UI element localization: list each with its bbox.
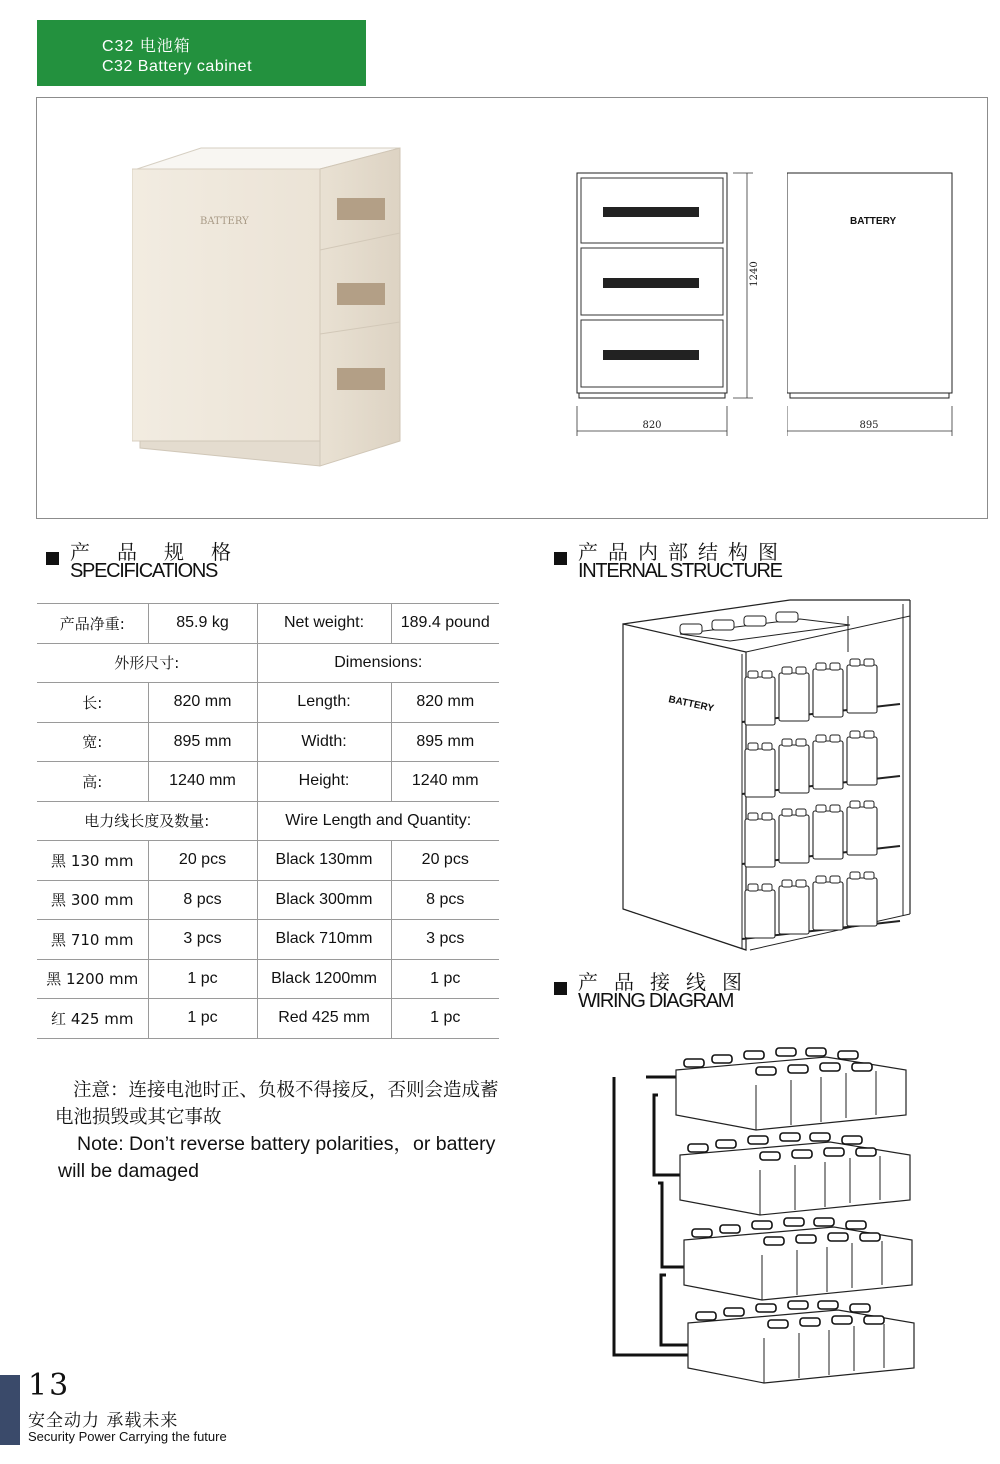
table-cell: 外形尺寸: bbox=[37, 643, 257, 683]
table-cell: 长: bbox=[37, 683, 148, 723]
table-row bbox=[37, 801, 499, 841]
table-cell: 高: bbox=[37, 762, 148, 802]
table-row bbox=[37, 604, 499, 644]
table-row bbox=[37, 920, 499, 960]
table-cell: 黑 300 mm bbox=[37, 880, 148, 920]
height-dimension: 1240 bbox=[749, 261, 760, 287]
table-cell: 黑 130 mm bbox=[37, 841, 148, 881]
table-cell: Black 710mm bbox=[257, 920, 391, 960]
table-cell: 20 pcs bbox=[148, 841, 257, 881]
table-cell: 20 pcs bbox=[391, 841, 499, 881]
table-cell: 189.4 pound bbox=[391, 604, 499, 644]
cabinet-photo-label: BATTERY bbox=[200, 216, 249, 227]
table-cell: 820 mm bbox=[148, 683, 257, 723]
specifications-heading-cn: 产品规格 bbox=[70, 540, 258, 564]
table-cell: 820 mm bbox=[391, 683, 499, 723]
table-cell: Red 425 mm bbox=[257, 999, 391, 1039]
table-cell: Black 130mm bbox=[257, 841, 391, 881]
table-cell: 产品净重: bbox=[37, 604, 148, 644]
internal-structure-heading-en: INTERNAL STRUCTURE bbox=[578, 560, 782, 582]
width-dimension: 820 bbox=[642, 420, 662, 431]
table-cell: 8 pcs bbox=[391, 880, 499, 920]
specifications-table bbox=[37, 603, 499, 1039]
bullet-square-icon bbox=[554, 552, 567, 565]
table-cell: 1240 mm bbox=[391, 762, 499, 802]
table-cell: Length: bbox=[257, 683, 391, 723]
table-cell: 895 mm bbox=[148, 722, 257, 762]
title-en: C32 Battery cabinet bbox=[102, 58, 253, 75]
table-row bbox=[37, 643, 499, 683]
depth-dimension: 895 bbox=[859, 420, 879, 431]
footer-slogan-cn: 安全动力 承载未来 bbox=[28, 1411, 179, 1431]
bullet-square-icon bbox=[46, 552, 59, 565]
internal-structure-heading-cn: 产品内部结构图 bbox=[578, 540, 788, 564]
table-cell: 红 425 mm bbox=[37, 999, 148, 1039]
footer-slogan-en: Security Power Carrying the future bbox=[28, 1429, 227, 1444]
table-cell: Black 1200mm bbox=[257, 959, 391, 999]
table-cell: 1240 mm bbox=[148, 762, 257, 802]
wiring-diagram-drawing bbox=[606, 1045, 916, 1390]
table-cell: Wire Length and Quantity: bbox=[257, 801, 499, 841]
table-cell: 3 pcs bbox=[391, 920, 499, 960]
table-cell: 1 pc bbox=[148, 999, 257, 1039]
table-row bbox=[37, 959, 499, 999]
table-cell: Black 300mm bbox=[257, 880, 391, 920]
warning-note-cn: 注意：连接电池时正、负极不得接反，否则会造成蓄电池损毁或其它事故 bbox=[55, 1080, 499, 1128]
warning-note-en: Note: Don’t reverse battery polarities，or battery will be damaged bbox=[58, 1133, 496, 1182]
cabinet-photo bbox=[132, 138, 412, 478]
table-cell: 895 mm bbox=[391, 722, 499, 762]
table-cell: Height: bbox=[257, 762, 391, 802]
table-cell: 1 pc bbox=[148, 959, 257, 999]
product-views-frame bbox=[36, 97, 988, 519]
internal-structure-label: BATTERY bbox=[667, 694, 715, 715]
internal-structure-drawing bbox=[620, 594, 915, 954]
table-cell: 1 pc bbox=[391, 999, 499, 1039]
table-row bbox=[37, 841, 499, 881]
table-cell: 8 pcs bbox=[148, 880, 257, 920]
table-cell: Net weight: bbox=[257, 604, 391, 644]
side-view-drawing bbox=[787, 166, 962, 436]
side-view-label: BATTERY bbox=[850, 216, 897, 227]
table-cell: 黑 710 mm bbox=[37, 920, 148, 960]
wiring-diagram-heading-en: WIRING DIAGRAM bbox=[578, 990, 734, 1012]
table-row bbox=[37, 999, 499, 1039]
table-cell: 85.9 kg bbox=[148, 604, 257, 644]
table-row bbox=[37, 683, 499, 723]
table-cell: 3 pcs bbox=[148, 920, 257, 960]
bullet-square-icon bbox=[554, 982, 567, 995]
table-cell: Dimensions: bbox=[257, 643, 499, 683]
title-banner bbox=[37, 20, 366, 86]
title-cn: C32 电池箱 bbox=[102, 38, 191, 55]
page-accent-bar bbox=[0, 1375, 20, 1445]
table-cell: 1 pc bbox=[391, 959, 499, 999]
table-cell: 电力线长度及数量: bbox=[37, 801, 257, 841]
table-row bbox=[37, 762, 499, 802]
table-row bbox=[37, 880, 499, 920]
table-cell: Width: bbox=[257, 722, 391, 762]
front-view-drawing bbox=[575, 166, 775, 436]
table-cell: 黑 1200 mm bbox=[37, 959, 148, 999]
table-cell: 宽: bbox=[37, 722, 148, 762]
page-number: 13 bbox=[28, 1368, 71, 1403]
table-row bbox=[37, 722, 499, 762]
wiring-diagram-heading-cn: 产品接线图 bbox=[578, 970, 758, 994]
specifications-heading-en: SPECIFICATIONS bbox=[70, 560, 218, 582]
